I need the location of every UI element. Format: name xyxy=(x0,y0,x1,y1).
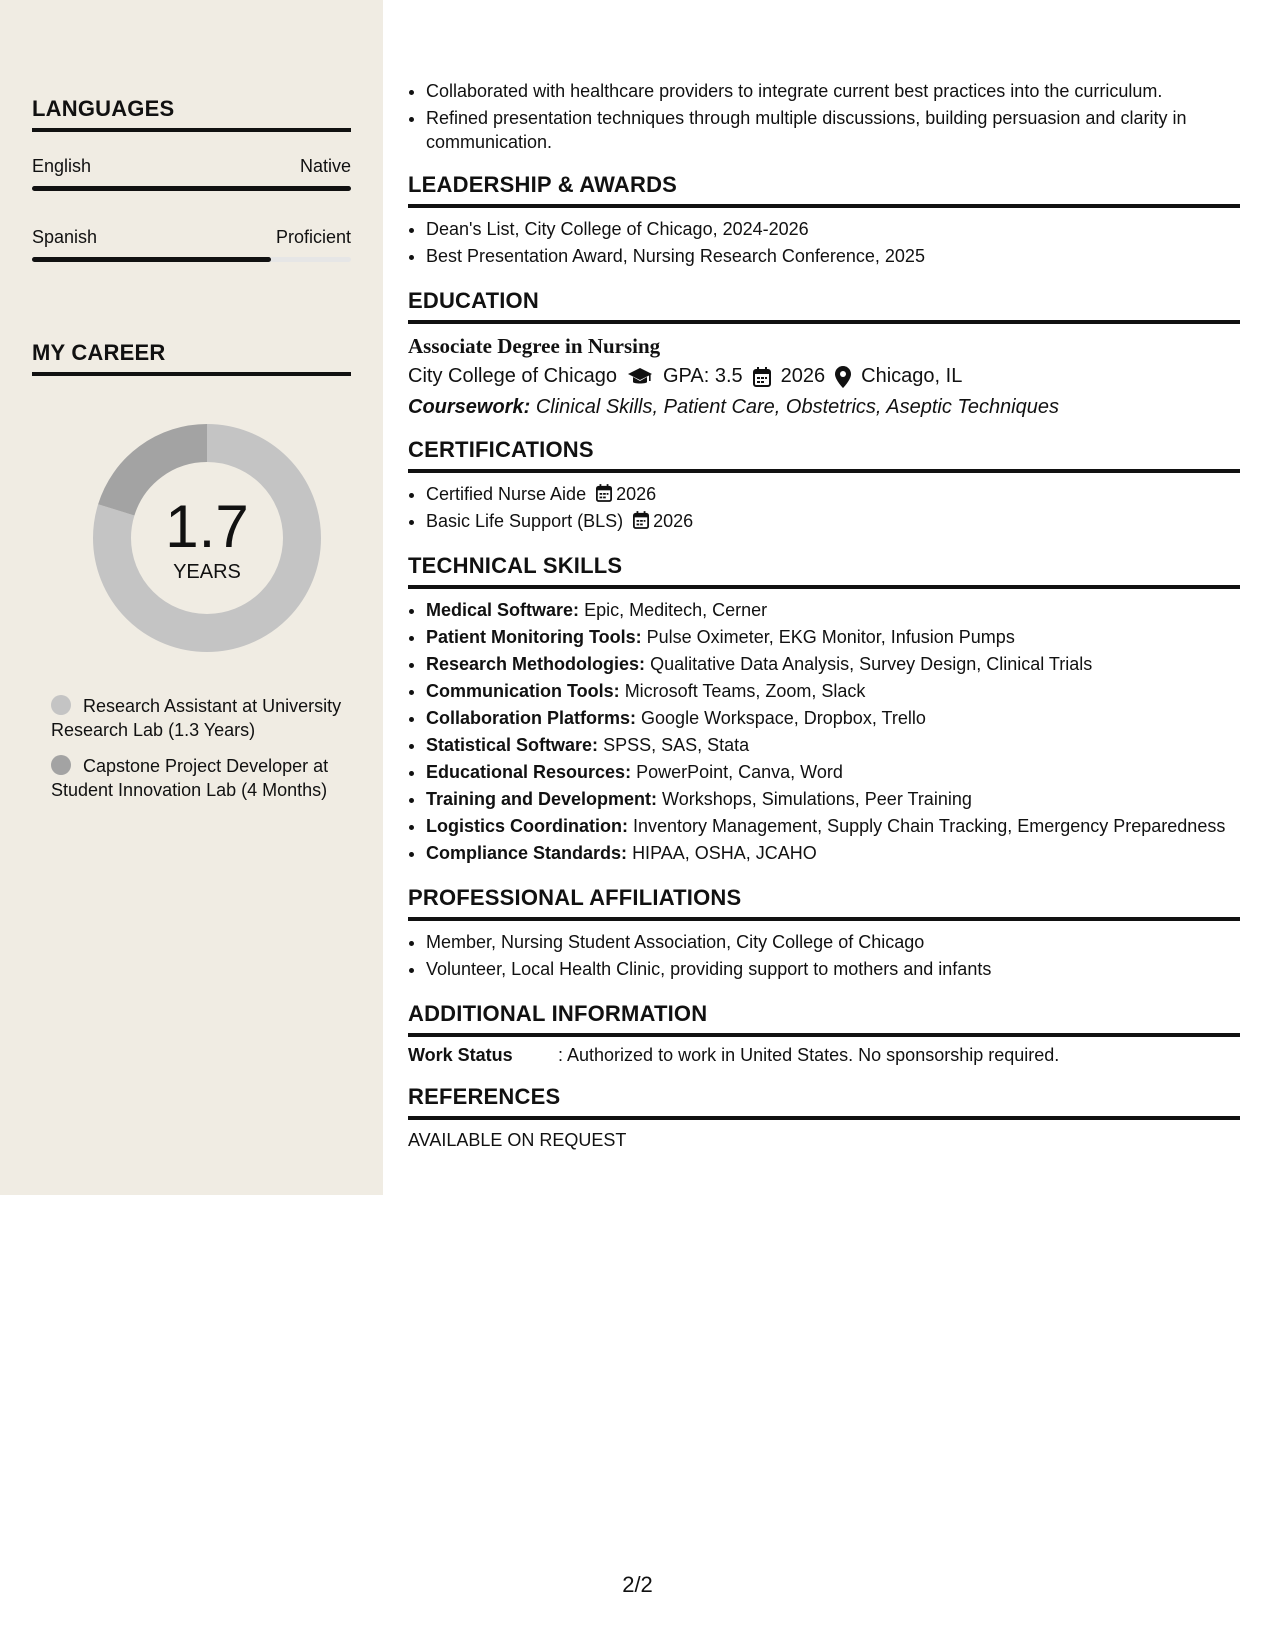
coursework xyxy=(408,396,1240,419)
skill-value: Microsoft Teams, Zoom, Slack xyxy=(624,681,866,701)
graduation-cap-icon xyxy=(627,367,653,387)
skill-item xyxy=(426,759,1240,786)
skill-label: Educational Resources: xyxy=(426,762,632,782)
language-level: Native xyxy=(299,156,351,176)
career-legend-item xyxy=(51,754,351,802)
school-name: City College of Chicago xyxy=(408,365,617,387)
legend-dot-icon xyxy=(51,755,71,775)
skill-item xyxy=(426,813,1240,840)
language-level-bar xyxy=(32,186,351,191)
skill-item xyxy=(426,786,1240,813)
section-heading: ADDITIONAL INFORMATION xyxy=(408,1001,1240,1037)
skill-value: Epic, Meditech, Cerner xyxy=(584,600,768,620)
skill-value: Inventory Management, Supply Chain Tracking, Emergency Preparedness xyxy=(633,816,1226,836)
sidebar xyxy=(0,0,383,1195)
graduation-year: 2026 xyxy=(780,365,826,387)
list-item: • Member, Nursing Student Association, City College of Chicago xyxy=(426,929,1240,956)
career-legend xyxy=(51,694,351,802)
career-legend-label: Research Assistant at University Research Lab (1.3 Years) xyxy=(51,696,342,740)
list-item: • Collaborated with healthcare providers to integrate current best practices into the curriculum. xyxy=(426,79,1240,103)
skill-value: Google Workspace, Dropbox, Trello xyxy=(641,708,926,728)
career-legend-label: Capstone Project Developer at Student Innovation Lab (4 Months) xyxy=(51,756,329,800)
skill-label: Patient Monitoring Tools: xyxy=(426,627,642,647)
section-heading: CERTIFICATIONS xyxy=(408,437,1240,473)
skill-value: Pulse Oximeter, EKG Monitor, Infusion Pumps xyxy=(646,627,1015,647)
main-content xyxy=(408,0,1240,1151)
section-heading: REFERENCES xyxy=(408,1084,1240,1120)
skill-item xyxy=(426,705,1240,732)
list-item xyxy=(426,508,1240,535)
skill-item xyxy=(426,732,1240,759)
skill-label: Collaboration Platforms: xyxy=(426,708,637,728)
skill-value: Workshops, Simulations, Peer Training xyxy=(662,789,972,809)
calendar-icon xyxy=(633,511,649,529)
calendar-icon xyxy=(596,484,612,502)
skill-label: Communication Tools: xyxy=(426,681,620,701)
certification-name: Certified Nurse Aide xyxy=(426,484,587,504)
language-name: English xyxy=(32,156,92,176)
language-level-fill xyxy=(32,257,271,262)
skill-label: Statistical Software: xyxy=(426,735,599,755)
career-heading: MY CAREER xyxy=(32,340,351,376)
list-item: • Refined presentation techniques through multiple discussions, building persuasion and clarity in communication. xyxy=(426,106,1240,154)
affiliations-section xyxy=(408,885,1240,983)
skill-item xyxy=(426,840,1240,867)
education-section xyxy=(408,288,1240,419)
language-item-english xyxy=(32,156,351,191)
language-level: Proficient xyxy=(275,227,351,247)
certification-name: Basic Life Support (BLS) xyxy=(426,511,624,531)
career-total-unit: YEARS xyxy=(173,560,241,583)
page-number: 2/2 xyxy=(622,1572,653,1597)
skill-label: Training and Development: xyxy=(426,789,658,809)
legend-dot-icon xyxy=(51,695,71,715)
technical-skills-section xyxy=(408,553,1240,867)
career-legend-item xyxy=(51,694,351,742)
location-pin-icon xyxy=(835,366,851,388)
skill-item xyxy=(426,597,1240,624)
work-status-value: : Authorized to work in United States. No sponsorship required. xyxy=(558,1045,1060,1065)
career-total-years: 1.7 xyxy=(165,492,249,560)
skill-label: Research Methodologies: xyxy=(426,654,646,674)
skill-item xyxy=(426,678,1240,705)
references-section xyxy=(408,1084,1240,1151)
experience-continued-list xyxy=(408,79,1240,154)
language-name: Spanish xyxy=(32,227,98,247)
list-item xyxy=(426,481,1240,508)
list-item: • Best Presentation Award, Nursing Research Conference, 2025 xyxy=(426,243,1240,270)
section-heading: TECHNICAL SKILLS xyxy=(408,553,1240,589)
skill-label: Medical Software: xyxy=(426,600,580,620)
references-text: AVAILABLE ON REQUEST xyxy=(408,1130,627,1150)
language-level-bar xyxy=(32,257,351,262)
skill-label: Compliance Standards: xyxy=(426,843,628,863)
skill-value: PowerPoint, Canva, Word xyxy=(636,762,843,782)
gpa: GPA: 3.5 xyxy=(663,365,743,387)
certifications-section xyxy=(408,437,1240,535)
degree-title: Associate Degree in Nursing xyxy=(408,334,661,358)
language-item-spanish xyxy=(32,227,351,262)
school-location: Chicago, IL xyxy=(861,365,963,387)
work-status-row xyxy=(408,1045,1240,1066)
list-item: • Dean's List, City College of Chicago, 2024-2026 xyxy=(426,216,1240,243)
work-status-label: Work Status xyxy=(408,1045,513,1065)
section-heading: LEADERSHIP & AWARDS xyxy=(408,172,1240,208)
skill-item xyxy=(426,624,1240,651)
certification-year: 2026 xyxy=(653,511,694,531)
skill-value: HIPAA, OSHA, JCAHO xyxy=(632,843,817,863)
skill-item xyxy=(426,651,1240,678)
section-heading: EDUCATION xyxy=(408,288,1240,324)
certification-year: 2026 xyxy=(616,484,657,504)
skill-label: Logistics Coordination: xyxy=(426,816,628,836)
language-level-fill xyxy=(32,186,351,191)
languages-heading: LANGUAGES xyxy=(32,96,351,132)
skill-value: SPSS, SAS, Stata xyxy=(603,735,750,755)
coursework-label: Coursework: xyxy=(408,396,531,418)
calendar-icon xyxy=(753,367,771,387)
coursework-list: Clinical Skills, Patient Care, Obstetrics, Aseptic Techniques xyxy=(535,396,1059,418)
section-heading: PROFESSIONAL AFFILIATIONS xyxy=(408,885,1240,921)
education-details xyxy=(408,365,1240,388)
leadership-section xyxy=(408,172,1240,270)
career-donut-chart xyxy=(87,418,327,658)
additional-info-section xyxy=(408,1001,1240,1066)
skill-value: Qualitative Data Analysis, Survey Design, Clinical Trials xyxy=(650,654,1093,674)
list-item: • Volunteer, Local Health Clinic, providing support to mothers and infants xyxy=(426,956,1240,983)
